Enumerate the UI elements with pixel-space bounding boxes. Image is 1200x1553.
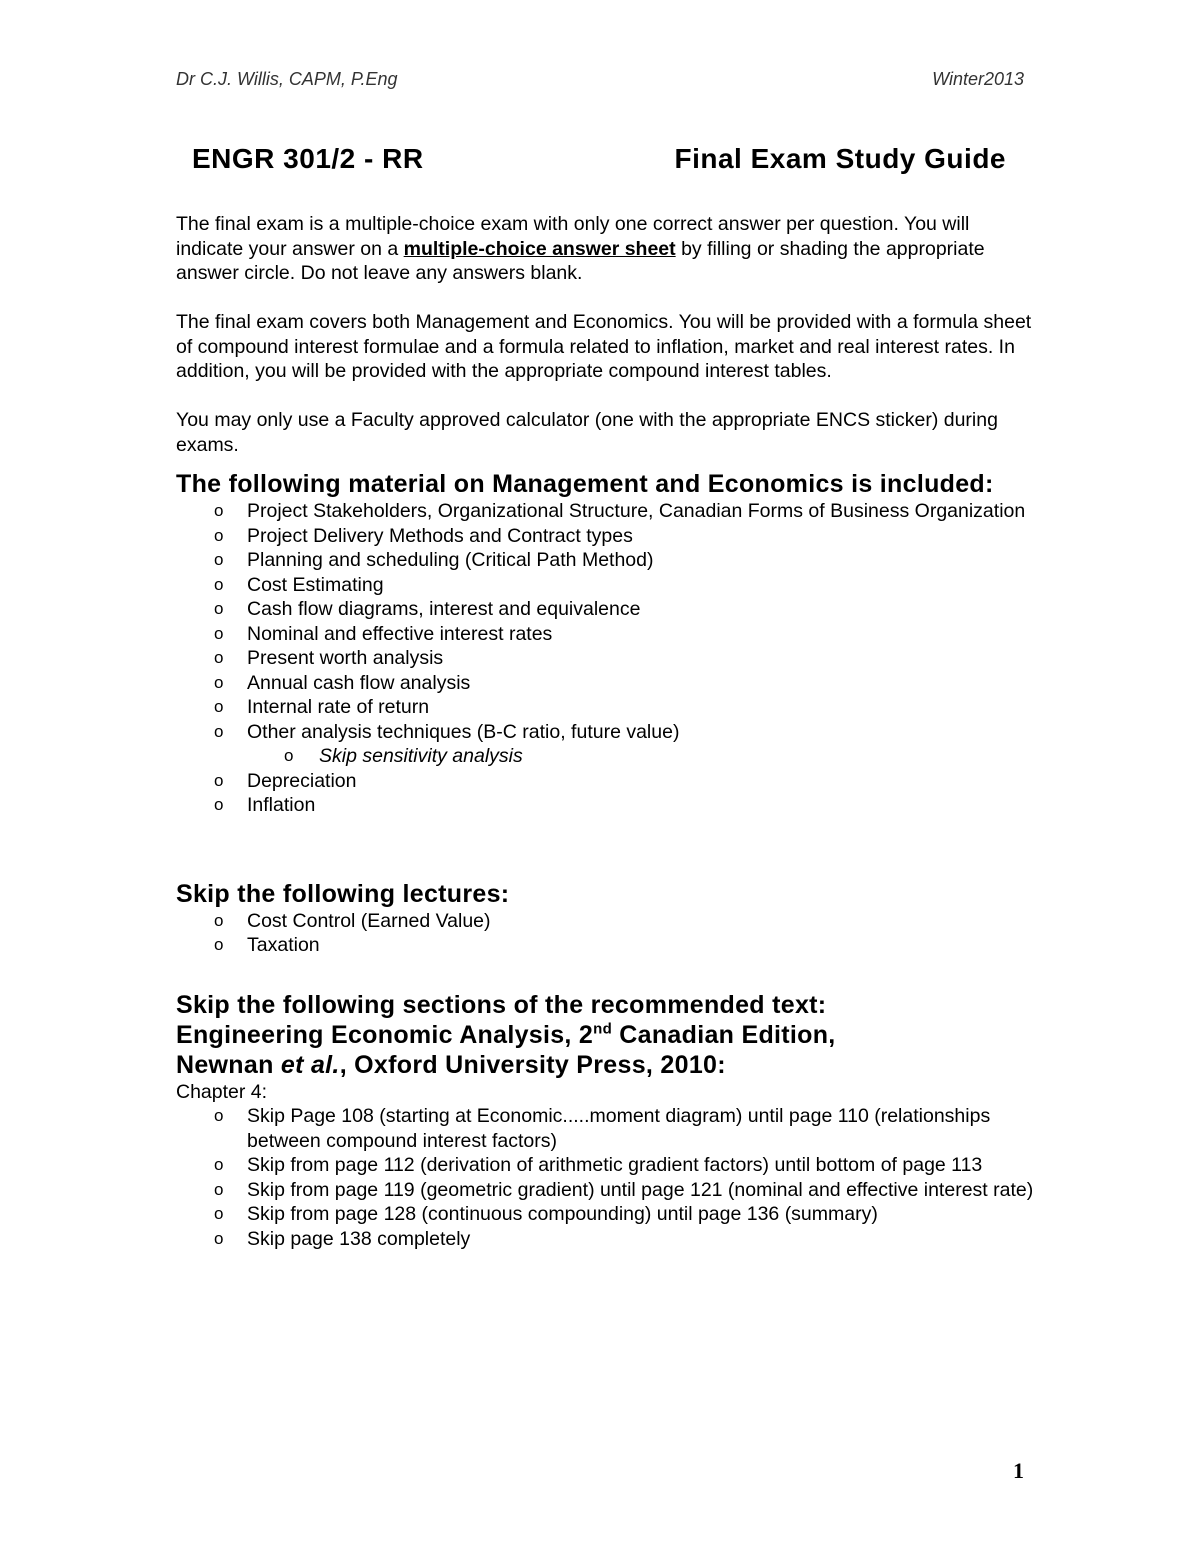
list-item: o Skip Page 108 (starting at Economic.....moment diagram) until page 110 (relationships between compound interest factors)	[176, 1104, 1036, 1153]
list-item: o Present worth analysis	[176, 646, 1036, 671]
sub-list-item: o Skip sensitivity analysis	[176, 744, 1036, 769]
intro-paragraph-1	[176, 212, 1036, 286]
list-item: o Cost Control (Earned Value)	[176, 909, 1036, 934]
list-item: o Skip from page 112 (derivation of arithmetic gradient factors) until bottom of page 113	[176, 1153, 1036, 1178]
list-item: o Internal rate of return	[176, 695, 1036, 720]
skip-text-heading-line2b: Canadian Edition,	[612, 1020, 836, 1049]
list-item: o Skip page 138 completely	[176, 1227, 1036, 1252]
list-item: o Project Delivery Methods and Contract types	[176, 524, 1036, 549]
intro-text-a: The final exam is a multiple-choice exam with only one correct answer per question. You will indicate your answer on a	[176, 213, 970, 260]
ordinal-suffix: nd	[593, 1020, 613, 1038]
skip-text-heading-line2a: Engineering Economic Analysis, 2	[176, 1020, 594, 1049]
skip-lectures-list	[176, 909, 1036, 958]
included-heading: The following material on Management and Economics is included:	[176, 470, 994, 498]
list-item: o Cost Estimating	[176, 573, 1036, 598]
intro-paragraph-3: You may only use a Faculty approved calculator (one with the appropriate ENCS sticker) during exams.	[176, 409, 998, 456]
skip-text-heading-line1: Skip the following sections of the recommended text:	[176, 990, 827, 1019]
intro-text-b: by filling or shading the appropriate answer circle. Do not leave any answers blank.	[176, 237, 985, 284]
list-item: o Nominal and effective interest rates	[176, 622, 1036, 647]
page-number: 1	[1013, 1458, 1024, 1483]
list-item: o Inflation	[176, 793, 1036, 818]
list-item: o Annual cash flow analysis	[176, 671, 1036, 696]
list-item: o Depreciation	[176, 769, 1036, 794]
skip-text-heading-line3a: Newnan	[176, 1050, 281, 1079]
list-item: o Skip from page 128 (continuous compounding) until page 136 (summary)	[176, 1202, 1036, 1227]
header-term: Winter2013	[932, 69, 1024, 89]
list-item: o Cash flow diagrams, interest and equivalence	[176, 597, 1036, 622]
document-body	[176, 212, 1036, 1251]
skip-text-heading	[176, 990, 1036, 1080]
list-item: o Taxation	[176, 933, 1036, 958]
intro-paragraph-2: The final exam covers both Management and Economics. You will be provided with a formula sheet of compound interest formulae and a formula related to inflation, market and real interest rates. In addition, you will be provided with the appropriate compound interest tables.	[176, 311, 1032, 382]
et-al: et al.	[280, 1050, 340, 1079]
header-author: Dr C.J. Willis, CAPM, P.Eng	[176, 69, 398, 89]
list-item: o Planning and scheduling (Critical Path Method)	[176, 548, 1036, 573]
skip-text-list	[176, 1104, 1036, 1251]
skip-text-heading-line3b: , Oxford University Press, 2010:	[339, 1050, 726, 1079]
list-item: o Other analysis techniques (B-C ratio, future value)	[176, 720, 1036, 745]
answer-sheet-link[interactable]: multiple-choice answer sheet	[403, 237, 676, 260]
course-code: ENGR 301/2 - RR	[192, 143, 424, 174]
skip-lectures-heading: Skip the following lectures:	[176, 879, 510, 908]
list-item: o Project Stakeholders, Organizational Structure, Canadian Forms of Business Organization	[176, 499, 1036, 524]
included-list	[176, 499, 1036, 818]
chapter-label: Chapter 4:	[176, 1080, 268, 1103]
document-title: Final Exam Study Guide	[674, 143, 1006, 174]
list-item: o Skip from page 119 (geometric gradient) until page 121 (nominal and effective interest rate)	[176, 1178, 1036, 1203]
